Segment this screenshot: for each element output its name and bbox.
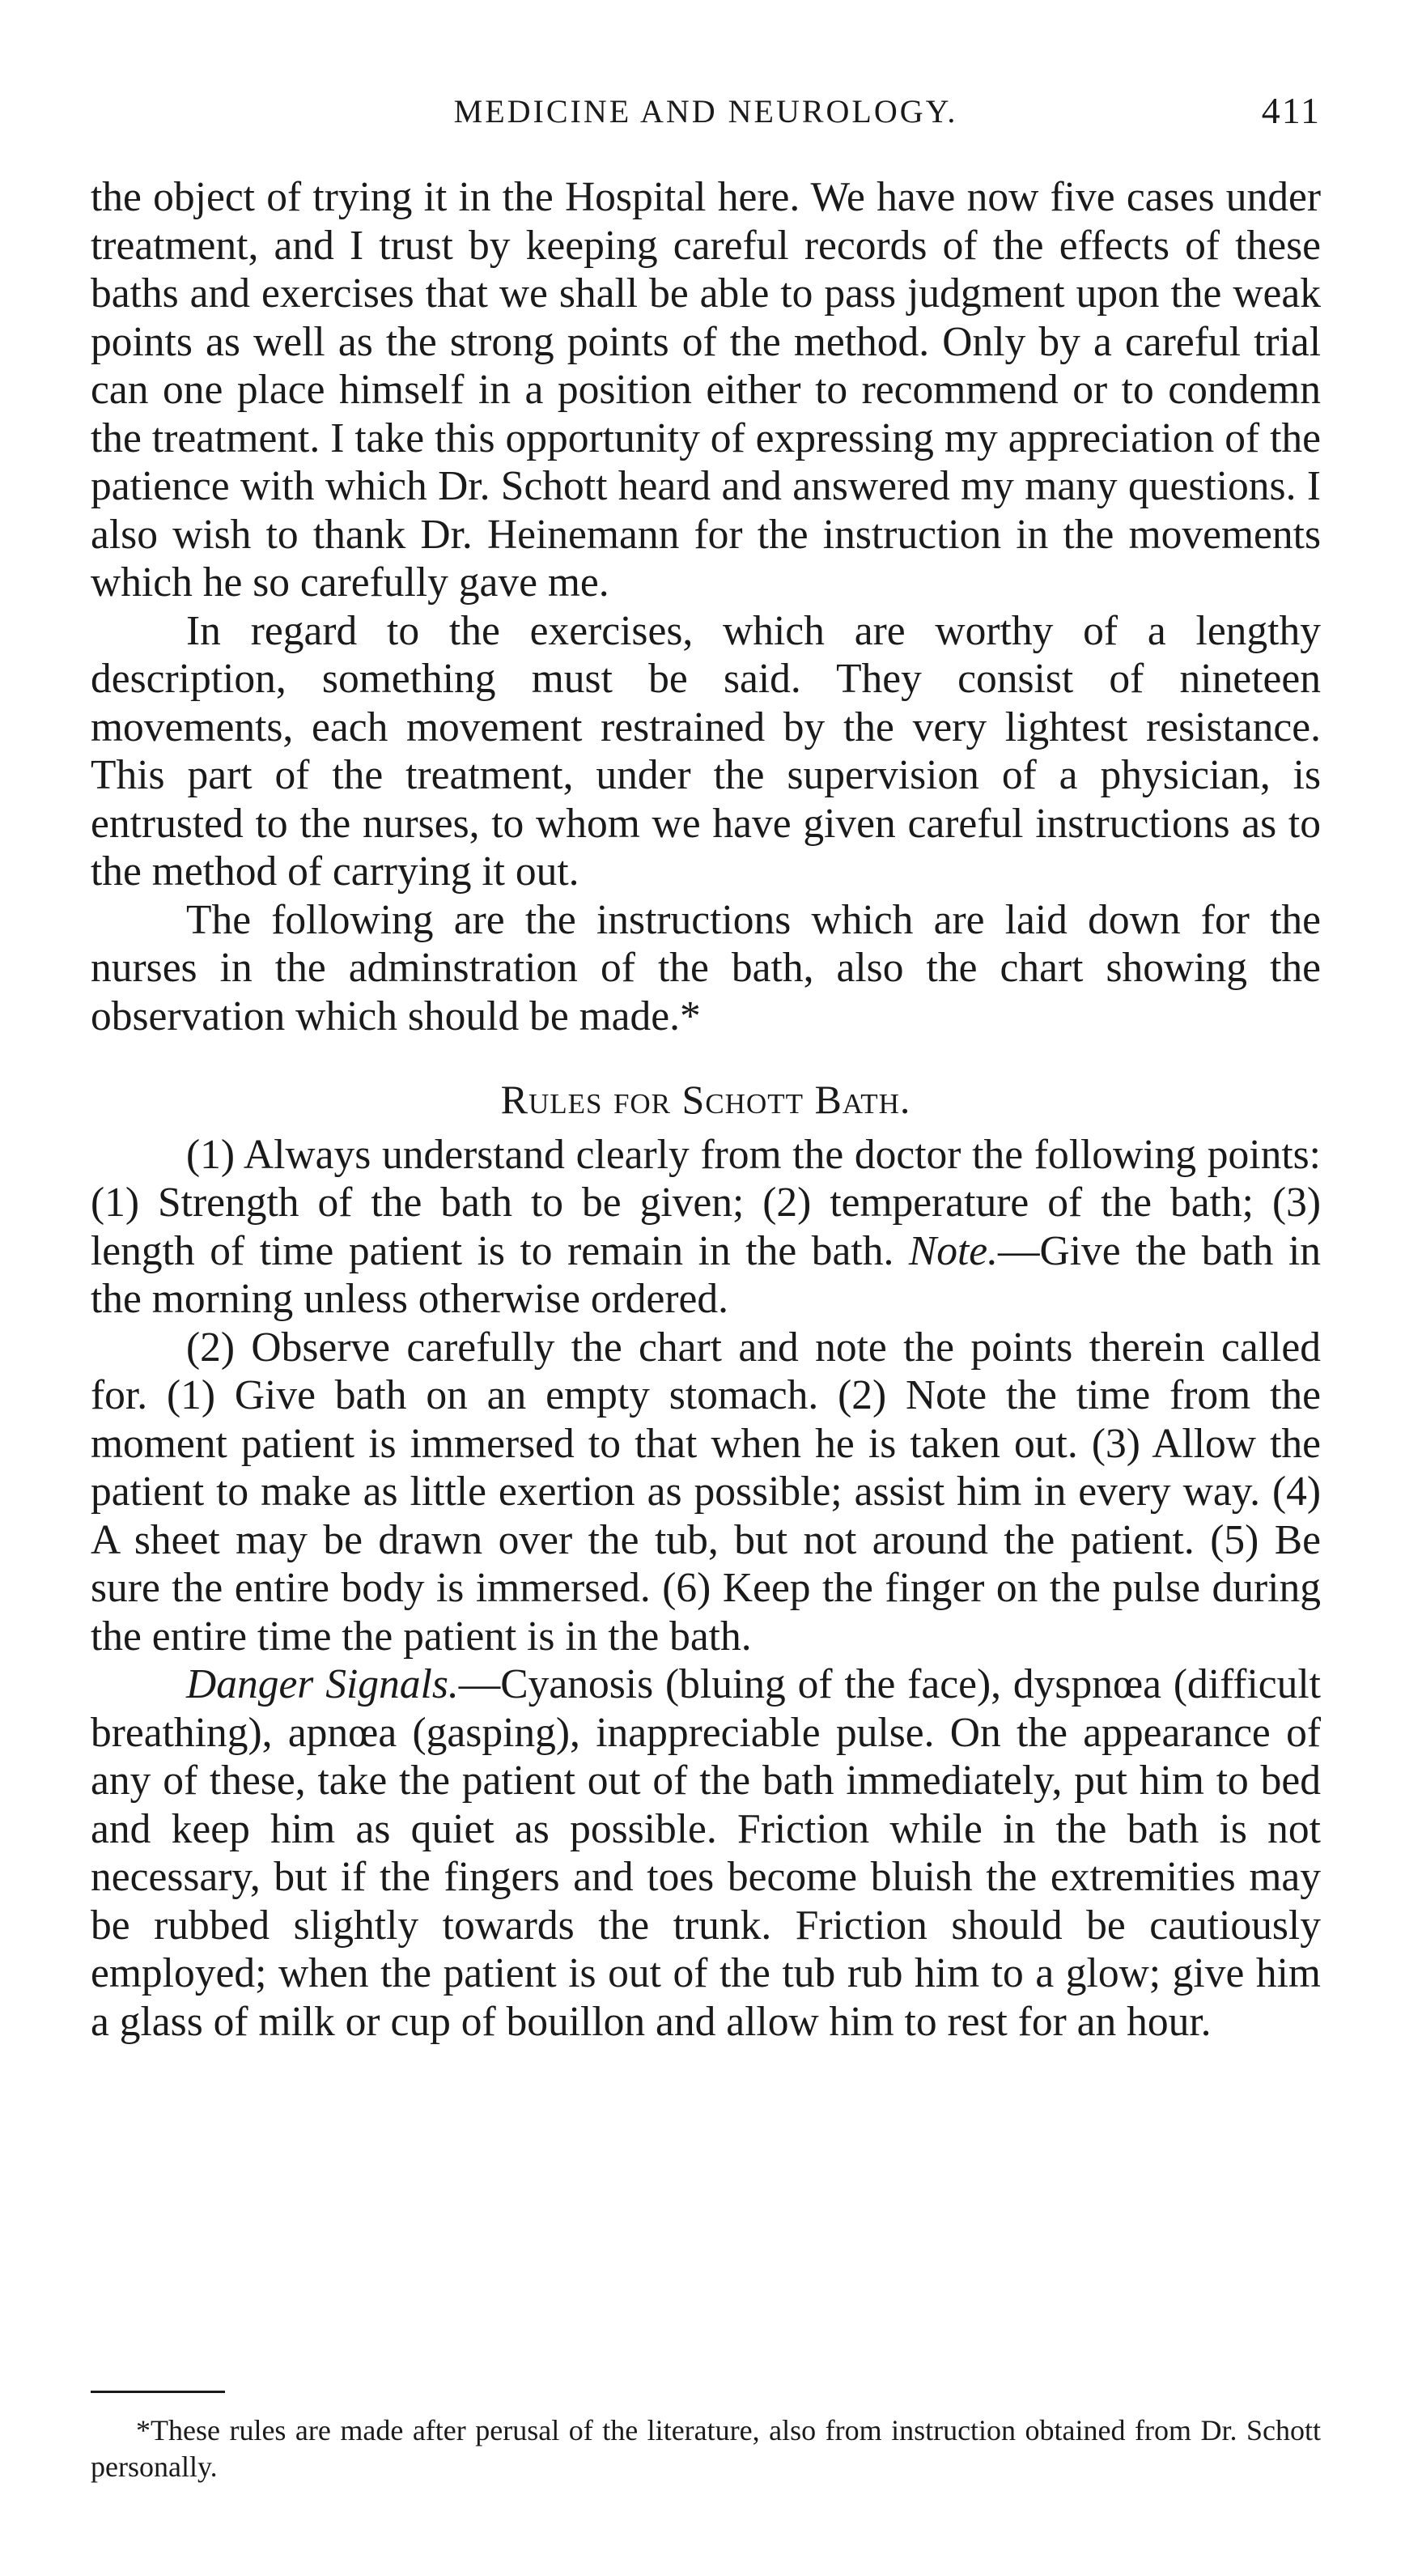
running-head [91,89,1321,138]
page-number: 411 [1261,90,1321,131]
danger-signals-label: Danger Signals. [186,1661,459,1707]
footnote-rule [91,2391,225,2393]
rule-1-note-label: Note. [908,1227,999,1274]
danger-signals [91,1660,1321,2046]
danger-signals-text: —Cyanosis (bluing of the face), dyspnœa (difficult breathing), apnœa (gasping), inappreciable pulse. On the appearance of any of these, take the patient out of the bath immediately, put him to bed and keep him as quiet as possible. Friction while in the bath is not necessary, but if the fingers and toes become bluish the extremities may be rubbed slightly towards the trunk. Friction should be cautiously employed; when the patient is out of the tub rub him to a glow; give him a glass of milk or cup of bouillon and allow him to rest for an hour. [91,1661,1321,2045]
paragraph-continued: the object of trying it in the Hospital here. We have now five cases under treatment, and I trust by keeping careful records of the effects of these baths and exercises that we shall be able to pass judgment upon the weak points as well as the strong points of the method. Only by a careful trial can one place himself in a position either to recommend or to condemn the treatment. I take this opportunity of expressing my appreciation of the patience with which Dr. Schott heard and answered my many questions. I also wish to thank Dr. Heinemann for the instruction in the movements which he so carefully gave me. [91,174,1321,606]
body-text [91,173,1321,2046]
footnote: *These rules are made after perusal of the literature, also from instruction obtained from Dr. Schott personally. [91,2414,1321,2483]
paragraph-instructions-intro: The following are the instructions which are laid down for the nurses in the adminstration of the bath, also the chart showing the observation which should be made.* [91,896,1321,1039]
rule-1-note-text: —Give the bath in the morning unless otherwise ordered. [91,1227,1321,1322]
paragraph-exercises: In regard to the exercises, which are worthy of a lengthy description, something must be said. They consist of nineteen movements, each movement restrained by the very lightest resistance. This part of the treatment, under the supervision of a physician, is entrusted to the nurses, to whom we have given careful instructions as to the method of carrying it out. [91,607,1321,895]
section-heading: Rules for Schott Bath. [500,1077,911,1122]
rule-1 [91,1131,1321,1324]
rule-2: (2) Observe carefully the chart and note the points therein called for. (1) Give bath on an empty stomach. (2) Note the time from the moment patient is immersed to that when he is taken out. (3) Allow the patient to make as little exertion as possible; assist him in every way. (4) A sheet may be drawn over the tub, but not around the patient. (5) Be sure the entire body is immersed. (6) Keep the finger on the pulse during the entire time the patient is in the bath. [91,1324,1321,1660]
running-title: MEDICINE AND NEUROLOGY. [453,93,958,130]
rule-1-text: (1) Always understand clearly from the doctor the following points: (1) Strength of the bath to be given; (2) temperature of the bath; (3) length of time patient is to remain in the bath. [91,1131,1321,1274]
